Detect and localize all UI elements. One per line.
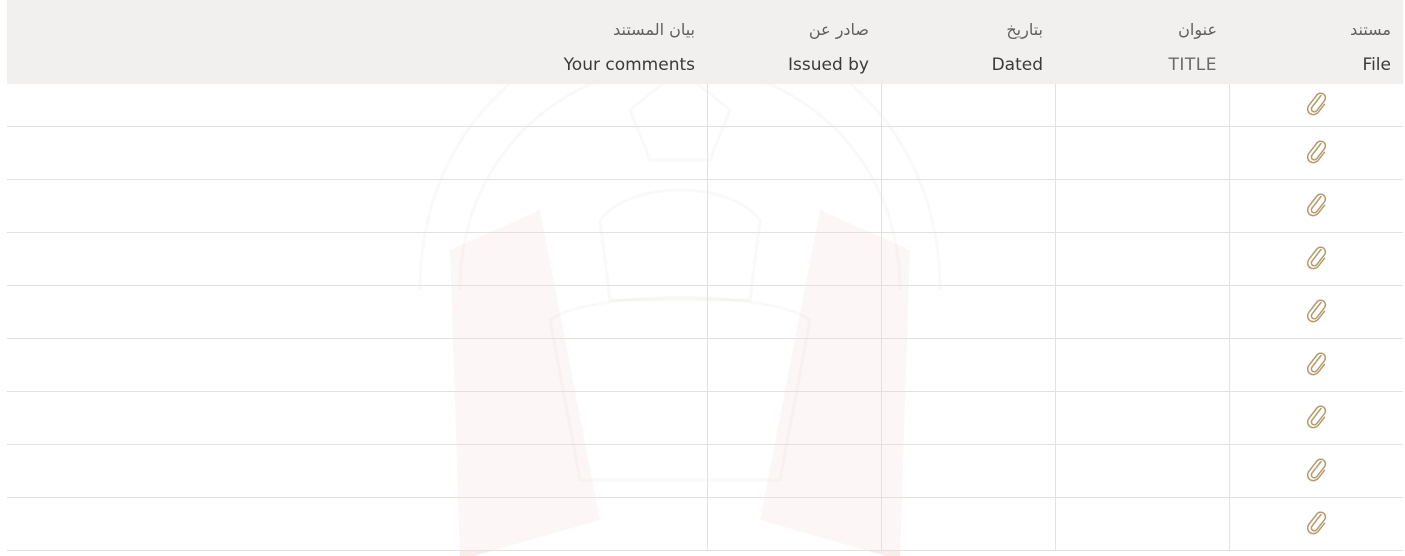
table-row <box>7 339 1403 392</box>
issued-by-cell[interactable] <box>707 445 881 498</box>
issued-by-cell[interactable] <box>707 84 881 127</box>
header-file-en: File <box>1362 55 1391 75</box>
header-title-en: TITLE <box>1168 55 1217 75</box>
paperclip-icon[interactable] <box>1304 455 1328 483</box>
file-cell <box>1229 392 1403 445</box>
header-dated-ar: بتاريخ <box>1006 20 1043 39</box>
table-row <box>7 233 1403 286</box>
header-issued-by-ar: صادر عن <box>808 20 869 39</box>
issued-by-cell[interactable] <box>707 498 881 551</box>
header-comments <box>7 0 707 84</box>
table-row <box>7 392 1403 445</box>
table-row <box>7 180 1403 233</box>
file-cell <box>1229 339 1403 392</box>
comments-cell[interactable] <box>7 445 707 498</box>
comments-cell[interactable] <box>7 392 707 445</box>
title-cell[interactable] <box>1055 84 1229 127</box>
comments-cell[interactable] <box>7 498 707 551</box>
comments-cell[interactable] <box>7 127 707 180</box>
header-dated <box>881 0 1055 84</box>
title-cell[interactable] <box>1055 286 1229 339</box>
comments-cell[interactable] <box>7 233 707 286</box>
paperclip-icon[interactable] <box>1304 508 1328 536</box>
header-title-ar: عنوان <box>1178 20 1217 39</box>
paperclip-icon[interactable] <box>1304 243 1328 271</box>
table-row <box>7 498 1403 551</box>
dated-cell[interactable] <box>881 286 1055 339</box>
paperclip-icon[interactable] <box>1304 296 1328 324</box>
header-file-ar: مستند <box>1350 20 1391 39</box>
documents-table <box>7 0 1403 551</box>
header-file <box>1229 0 1403 84</box>
file-cell <box>1229 127 1403 180</box>
comments-cell[interactable] <box>7 339 707 392</box>
file-cell <box>1229 286 1403 339</box>
paperclip-icon[interactable] <box>1304 190 1328 218</box>
issued-by-cell[interactable] <box>707 286 881 339</box>
paperclip-icon[interactable] <box>1304 137 1328 165</box>
table-row <box>7 445 1403 498</box>
header-issued-by <box>707 0 881 84</box>
table-header-row <box>7 0 1403 84</box>
header-issued-by-en: Issued by <box>787 55 869 75</box>
header-comments-ar: بيان المستند <box>613 20 695 39</box>
file-cell <box>1229 233 1403 286</box>
paperclip-icon[interactable] <box>1304 402 1328 430</box>
dated-cell[interactable] <box>881 339 1055 392</box>
dated-cell[interactable] <box>881 445 1055 498</box>
dated-cell[interactable] <box>881 84 1055 127</box>
comments-cell[interactable] <box>7 84 707 127</box>
file-cell <box>1229 445 1403 498</box>
dated-cell[interactable] <box>881 127 1055 180</box>
dated-cell[interactable] <box>881 233 1055 286</box>
issued-by-cell[interactable] <box>707 392 881 445</box>
issued-by-cell[interactable] <box>707 339 881 392</box>
title-cell[interactable] <box>1055 392 1229 445</box>
header-dated-en: Dated <box>991 55 1043 75</box>
header-title <box>1055 0 1229 84</box>
title-cell[interactable] <box>1055 445 1229 498</box>
issued-by-cell[interactable] <box>707 233 881 286</box>
title-cell[interactable] <box>1055 127 1229 180</box>
table-row <box>7 286 1403 339</box>
file-cell <box>1229 180 1403 233</box>
file-cell <box>1229 498 1403 551</box>
dated-cell[interactable] <box>881 498 1055 551</box>
issued-by-cell[interactable] <box>707 180 881 233</box>
title-cell[interactable] <box>1055 233 1229 286</box>
comments-cell[interactable] <box>7 286 707 339</box>
comments-cell[interactable] <box>7 180 707 233</box>
title-cell[interactable] <box>1055 498 1229 551</box>
dated-cell[interactable] <box>881 180 1055 233</box>
paperclip-icon[interactable] <box>1304 89 1328 117</box>
title-cell[interactable] <box>1055 339 1229 392</box>
dated-cell[interactable] <box>881 392 1055 445</box>
file-cell <box>1229 84 1403 127</box>
table-row <box>7 127 1403 180</box>
title-cell[interactable] <box>1055 180 1229 233</box>
table-row <box>7 84 1403 127</box>
header-comments-en: Your comments <box>563 55 695 75</box>
paperclip-icon[interactable] <box>1304 349 1328 377</box>
issued-by-cell[interactable] <box>707 127 881 180</box>
